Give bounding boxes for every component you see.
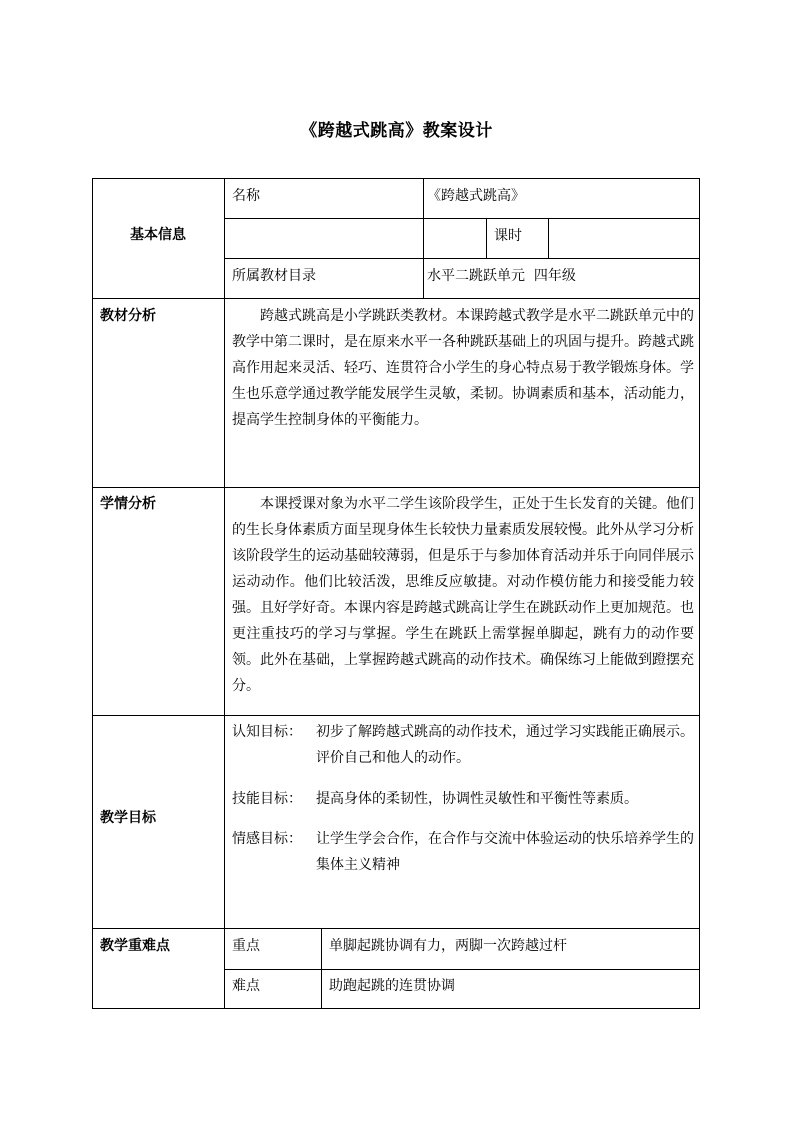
textbook-analysis-text: 跨越式跳高是小学跳跃类教材。本课跨越式教学是水平二跳跃单元中的教学中第二课时，是在原来水平一各种跳跃基础上的巩固与提升。跨越式跳高作用起来灵活、轻巧、连贯符合小学生的身心特点易于教学锻炼身体。学生也乐意学通过教学能发展学生灵敏，柔韧。协调素质和基本，活动能力，提高学生控制身体的平衡能力。 xyxy=(232,308,694,428)
teaching-goals-label: 教学目标 xyxy=(100,810,156,826)
emotion-goal-text: 让学生学会合作，在合作与交流中体验运动的快乐培养学生的集体主义精神 xyxy=(316,831,694,873)
skill-goal xyxy=(232,786,694,812)
key-points-label: 教学重难点 xyxy=(100,938,170,954)
column-divider xyxy=(321,928,322,1008)
table-border-left xyxy=(92,178,93,1008)
difficulty-text: 助跑起跳的连贯协调 xyxy=(329,978,455,994)
table-border-right xyxy=(699,178,700,1008)
column-divider xyxy=(423,178,424,298)
skill-goal-label: 技能目标： xyxy=(232,791,302,807)
difficulty-label: 难点 xyxy=(232,978,260,994)
row-divider xyxy=(224,969,700,970)
catalog-value: 水平二跳跃单元 四年级 xyxy=(427,268,576,284)
student-analysis-label: 学情分析 xyxy=(100,496,156,512)
column-divider xyxy=(486,218,487,258)
row-divider xyxy=(224,258,700,259)
row-divider xyxy=(224,218,700,219)
emotion-goal xyxy=(232,826,694,878)
key-point-text: 单脚起跳协调有力，两脚一次跨越过杆 xyxy=(329,938,567,954)
name-label: 名称 xyxy=(232,188,260,204)
name-value: 《跨越式跳高》 xyxy=(427,188,525,204)
page-title: 《跨越式跳高》教案设计 xyxy=(300,121,493,141)
cognitive-goal-label: 认知目标： xyxy=(232,724,302,740)
student-analysis-text: 本课授课对象为水平二学生该阶段学生，正处于生长发育的关键。他们的生长身体素质方面呈现身体生长较快力量素质发展较慢。此外从学习分析该阶段学生的运动基础较薄弱，但是乐于与参加体育活动并乐于向同伴展示运动动作。他们比较活泼，思维反应敏捷。对动作模仿能力和接受能力较强。且好学好奇。本课内容是跨越式跳高让学生在跳跃动作上更加规范。也更注重技巧的学习与掌握。学生在跳跃上需掌握单脚起，跳有力的动作要领。此外在基础，上掌握跨越式跳高的动作技术。确保练习上能做到蹬摆充分。 xyxy=(232,496,694,694)
basic-info-label: 基本信息 xyxy=(130,227,186,243)
column-divider xyxy=(548,218,549,258)
row-divider xyxy=(92,715,700,716)
cognitive-goal xyxy=(232,719,694,771)
catalog-label: 所属教材目录 xyxy=(232,268,316,284)
period-label: 课时 xyxy=(494,228,522,244)
textbook-analysis-label: 教材分析 xyxy=(100,308,156,324)
key-point-label: 重点 xyxy=(232,938,260,954)
column-divider xyxy=(224,178,225,1008)
cognitive-goal-text: 初步了解跨越式跳高的动作技术，通过学习实践能正确展示。评价自己和他人的动作。 xyxy=(316,724,694,766)
row-divider xyxy=(92,928,700,929)
skill-goal-text: 提高身体的柔韧性，协调性灵敏性和平衡性等素质。 xyxy=(316,791,638,807)
emotion-goal-label: 情感目标： xyxy=(232,831,302,847)
table-border-top xyxy=(92,178,700,179)
row-divider xyxy=(92,298,700,299)
table-border-bottom xyxy=(92,1008,700,1009)
row-divider xyxy=(92,487,700,488)
